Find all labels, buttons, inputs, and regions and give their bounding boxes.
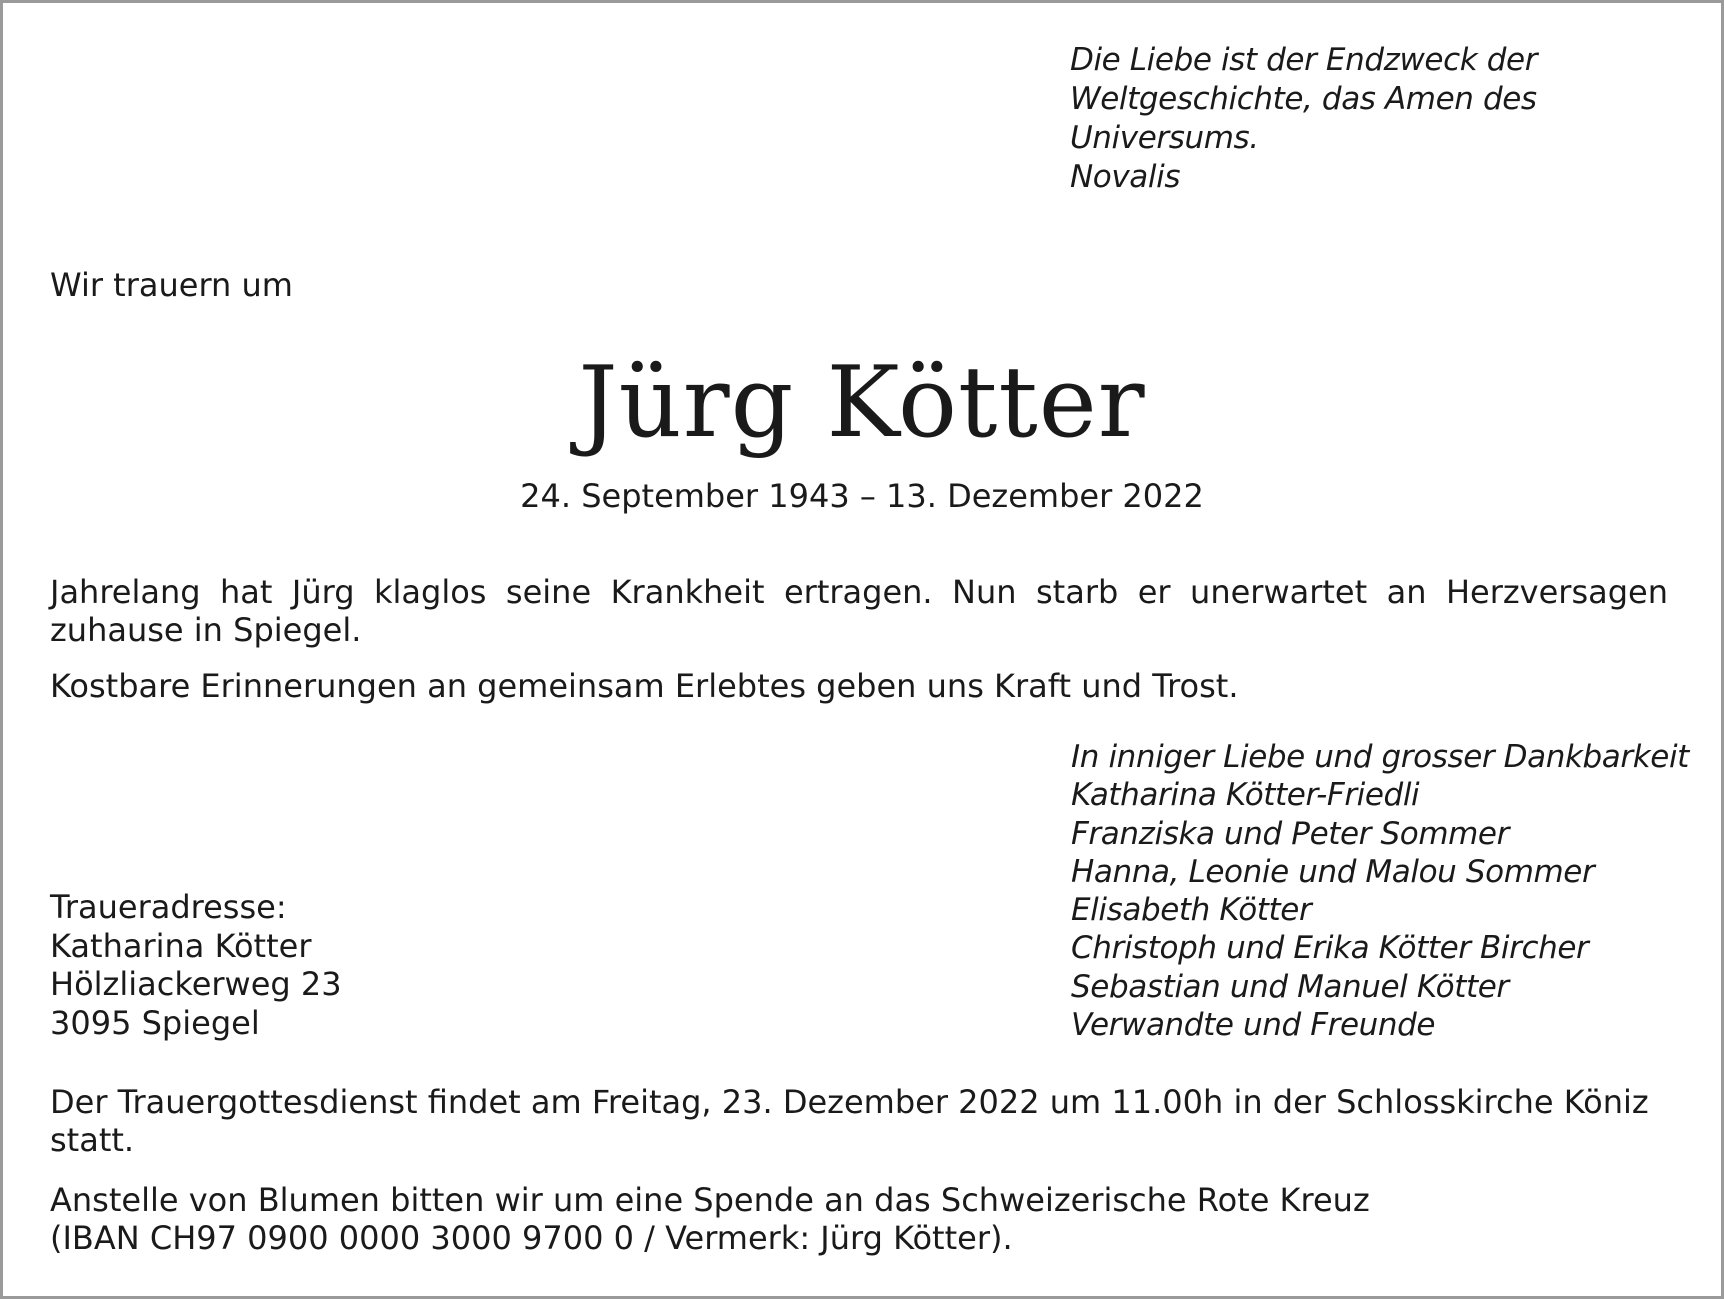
mourner-name: Katharina Kötter-Friedli (1071, 777, 1420, 814)
mourner-name: Christoph und Erika Kötter Bircher (1071, 930, 1589, 967)
service-info: Der Trauergottesdienst findet am Freitag, 23. Dezember 2022 um 11.00h in der Schlosskirche Köniz statt. (50, 1083, 1649, 1159)
deceased-name: Jürg Kötter (578, 346, 1146, 460)
donation-line: Anstelle von Blumen bitten wir um eine Spende an das Schweizerische Rote Kreuz (50, 1181, 1370, 1219)
intro-text: Wir trauern um (50, 266, 293, 304)
address-city: 3095 Spiegel (50, 1003, 260, 1042)
quote-line: Weltgeschichte, das Amen des (1070, 81, 1537, 117)
address-name: Katharina Kötter (50, 926, 312, 965)
mourner-name: Franziska und Peter Sommer (1071, 815, 1509, 852)
donation-line: (IBAN CH97 0900 0000 3000 9700 0 / Vermerk: Jürg Kötter). (50, 1219, 1013, 1257)
mourners-list (1071, 738, 1689, 1044)
mourner-name: Sebastian und Manuel Kötter (1071, 968, 1509, 1005)
donation-info (50, 1181, 1668, 1257)
quote-author: Novalis (1070, 159, 1181, 195)
mourners-heading: In inniger Liebe und grosser Dankbarkeit (1071, 739, 1689, 775)
quote-line: Universums. (1070, 120, 1259, 156)
body-paragraph: Kostbare Erinnerungen an gemeinsam Erlebtes geben uns Kraft und Trost. (50, 667, 1239, 705)
address-label: Traueradresse: (50, 888, 287, 926)
address-street: Hölzliackerweg 23 (50, 965, 342, 1003)
quote-line: Die Liebe ist der Endzweck der (1070, 42, 1538, 78)
epigraph-quote (1070, 41, 1537, 197)
life-dates: 24. September 1943 – 13. Dezember 2022 (520, 477, 1204, 515)
body-paragraph: Jahrelang hat Jürg klaglos seine Krankheit ertragen. Nun starb er unerwartet an Herzversagen zuhause in Spiegel. (50, 573, 1668, 649)
mourner-name: Hanna, Leonie und Malou Sommer (1071, 853, 1595, 890)
mourning-address (50, 888, 342, 1042)
mourner-name: Verwandte und Freunde (1071, 1007, 1436, 1044)
mourner-name: Elisabeth Kötter (1071, 892, 1312, 929)
